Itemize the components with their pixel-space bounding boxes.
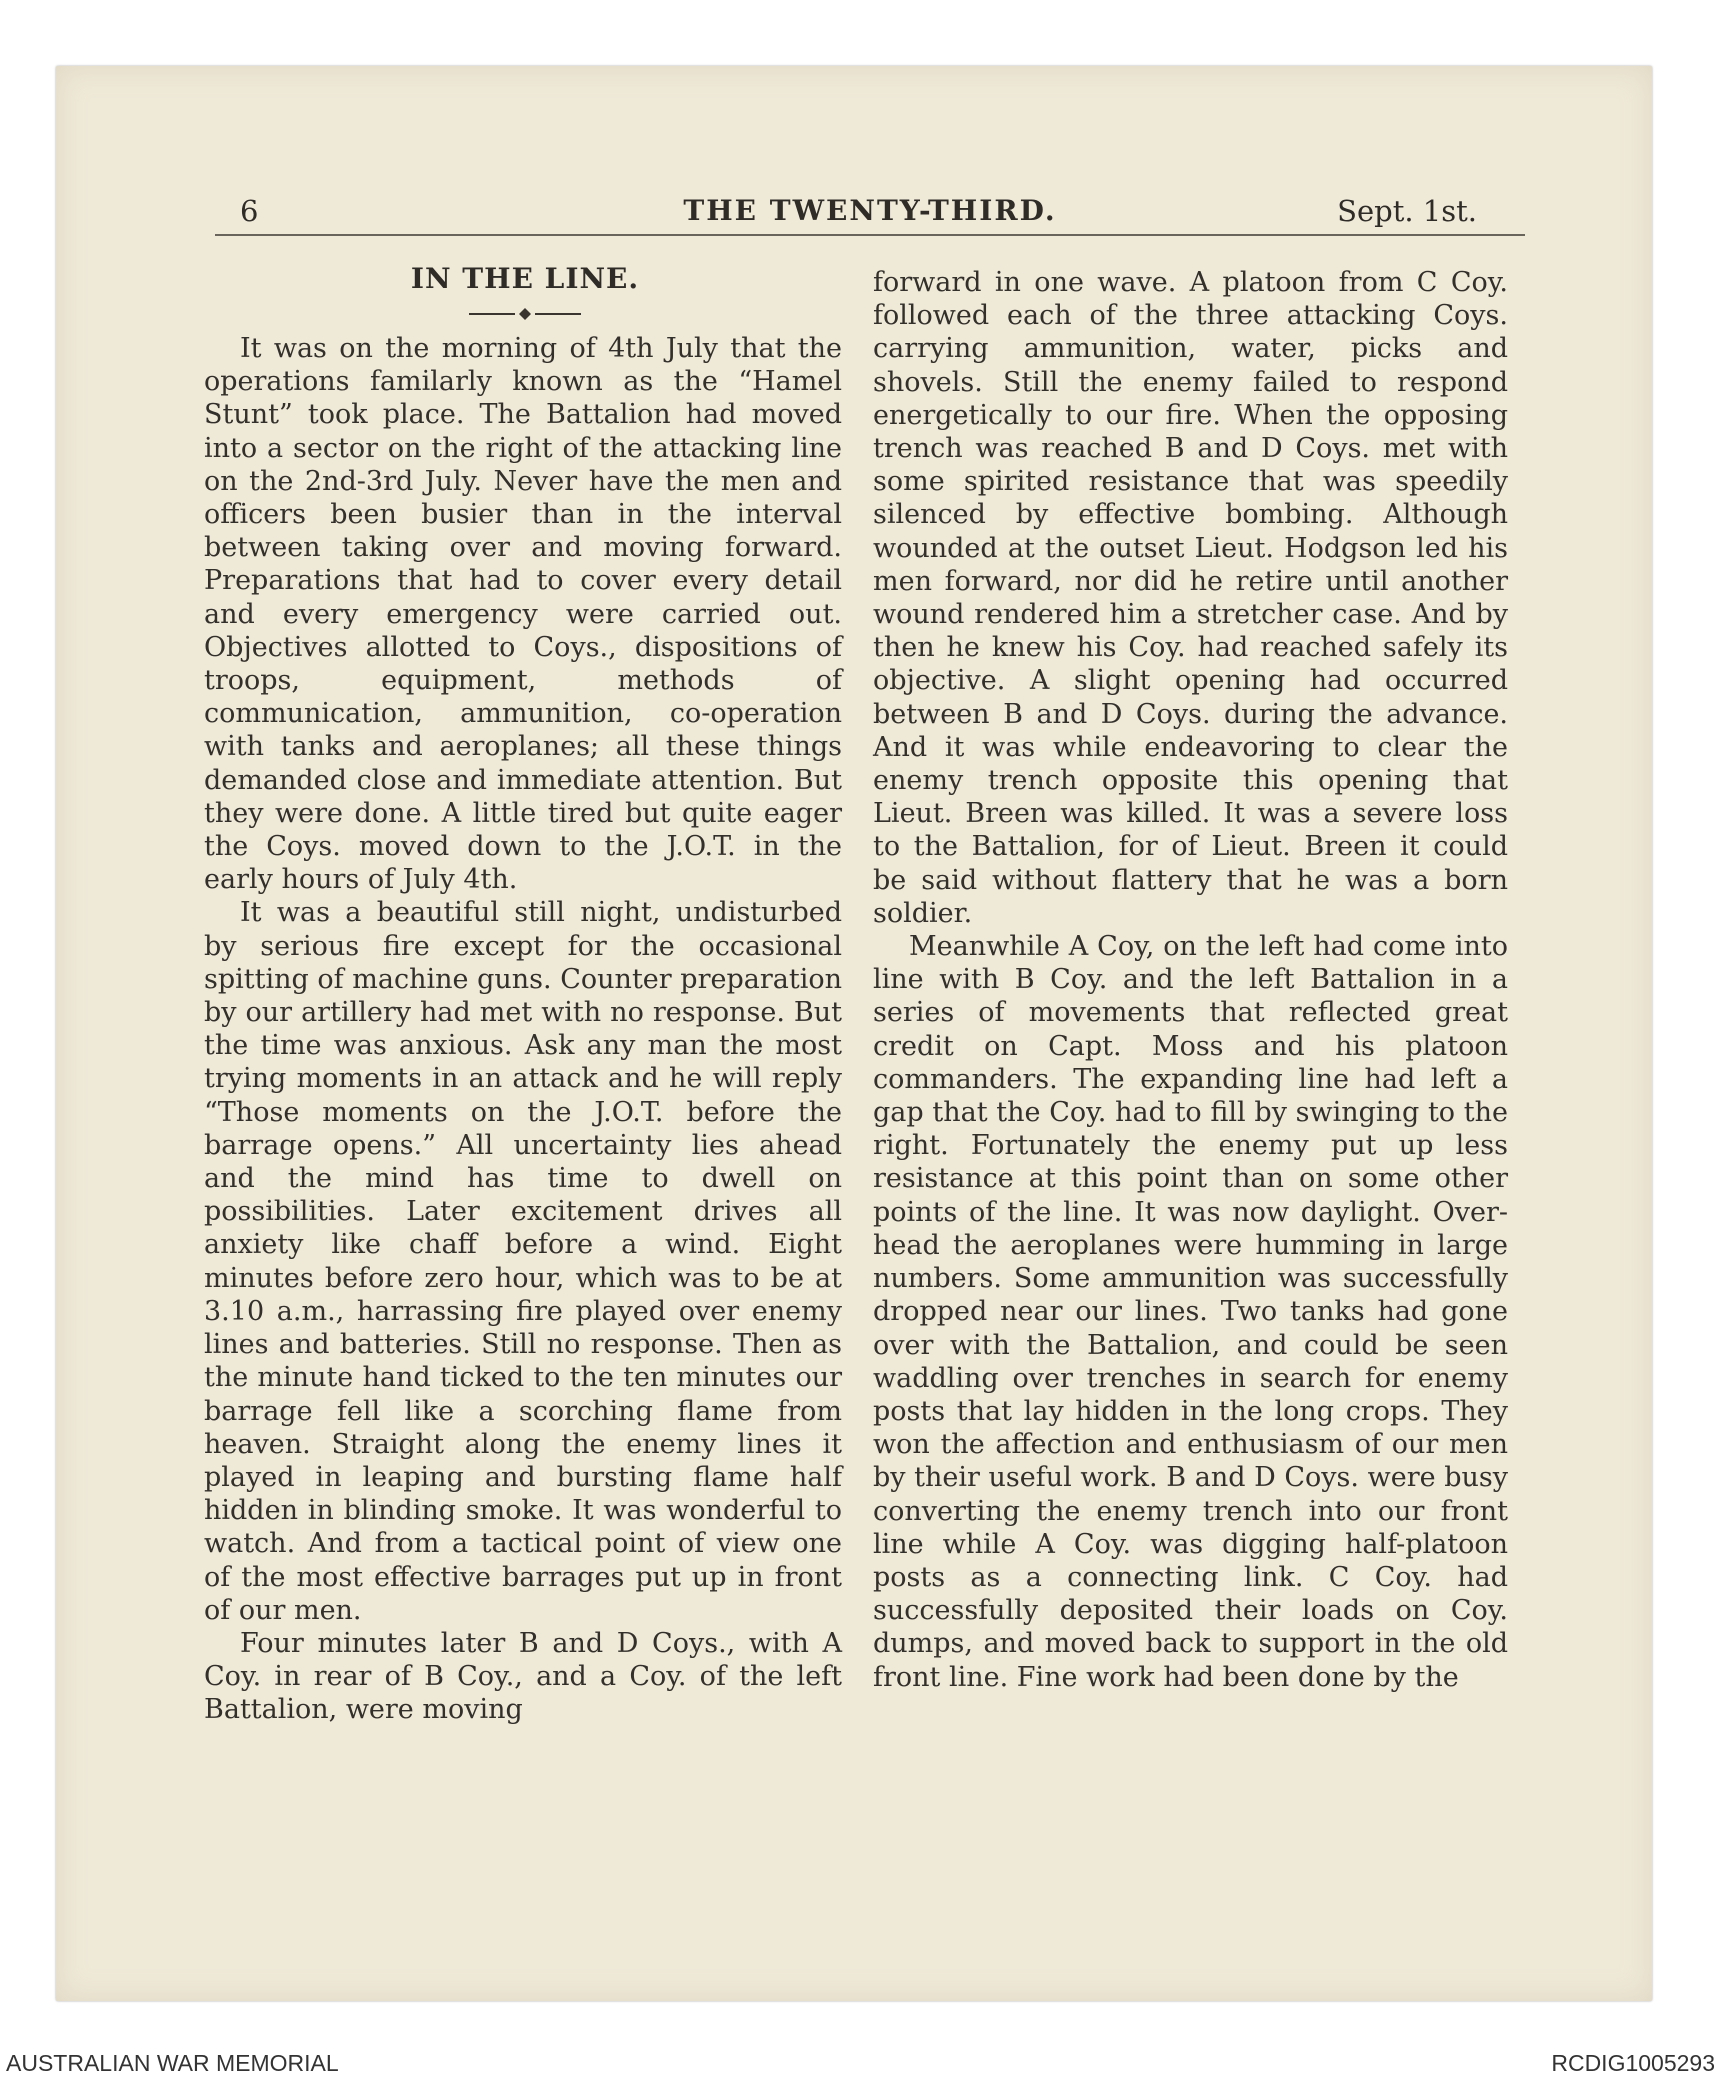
article-title: IN THE LINE. bbox=[410, 262, 640, 295]
article-paragraph: Meanwhile A Coy, on the left had come into line with B Coy. and the left Battalion in a series of movements that reflected great credit on Capt. Moss and his platoon commanders. The expanding line had left a gap that the Coy. had to fill by swinging to the right. Fortunately the enemy put up less resistance at this point than on some other points of the line. It was now daylight. Overhead the aeroplanes were humming in large numbers. Some ammunition was successfully dropped near our lines. Two tanks had gone over with the Battalion, and could be seen waddling over trenches in search for enemy posts that lay hidden in the long crops. They won the affection and enthusiasm of our men by their useful work. B and D Coys. were busy converting the enemy trench into our front line while A Coy. was digging half-platoon posts as a connecting link. C Coy. had successfully deposited their loads on Coy. dumps, and moved back to support in the old front line. Fine work had been done by the bbox=[873, 931, 1508, 1693]
article-paragraph: Four minutes later B and D Coys., with A Coy. in rear of B Coy., and a Coy. of the left Battalion, were moving bbox=[204, 1627, 842, 1726]
article-paragraph: forward in one wave. A platoon from C Coy. followed each of the three attacking Coys. carrying ammunition, water, picks and shovels. Still the enemy failed to respond energetically to our fire. When the opposing trench was reached B and D Coys. met with some spirited resistance that was speedily silenced by effective bombing. Although wounded at the outset Lieut. Hodgson led his men forward, nor did he retire until another wound rendered him a stretcher case. And by then he knew his Coy. had reached safely its objective. A slight opening had occurred between B and D Coys. during the advance. And it was while endeavoring to clear the enemy trench opposite this opening that Lieut. Breen was killed. It was a severe loss to the Battalion, for of Lieut. Breen it could be said without flattery that he was a born soldier. bbox=[873, 267, 1508, 929]
page-header bbox=[215, 190, 1525, 236]
archive-credit: AUSTRALIAN WAR MEMORIAL bbox=[6, 2050, 339, 2076]
page-number: 6 bbox=[240, 194, 259, 228]
article-paragraph: It was a beautiful still night, undisturbed by serious fire except for the occasional spitting of machine guns. Counter preparation by our artillery had met with no response. But the time was anxious. Ask any man the most trying moments in an attack and he will reply “Those moments on the J.O.T. before the barrage opens.” All uncertainty lies ahead and the mind has time to dwell on possibilities. Later excitement drives all anxiety like chaff before a wind. Eight minutes before zero hour, which was to be at 3.10 a.m., harrassing fire played over enemy lines and batteries. Still no response. Then as the minute hand ticked to the ten minutes our barrage fell like a scorching flame from heaven. Straight along the enemy lines it played in leaping and bursting flame half hidden in blinding smoke. It was wonderful to watch. And from a tactical point of view one of the most effective barrages put up in front of our men. bbox=[204, 897, 842, 1626]
article-paragraph: It was on the morning of 4th July that the operations familarly known as the “Hamel Stunt” took place. The Battalion had moved into a sector on the right of the attacking line on the 2nd-3rd July. Never have the men and officers been busier than in the interval between taking over and moving forward. Preparations that had to cover every detail and every emergency were carried out. Objectives allotted to Coys., dispositions of troops, equipment, methods of communication, ammunition, co-operation with tanks and aeroplanes; all these things demanded close and immediate attention. But they were done. A little tired but quite eager the Coys. moved down to the J.O.T. in the early hours of July 4th. bbox=[204, 333, 842, 896]
archive-reference: RCDIG1005293 bbox=[1551, 2050, 1715, 2076]
issue-date: Sept. 1st. bbox=[1337, 194, 1477, 228]
journal-title: THE TWENTY-THIRD. bbox=[683, 194, 1057, 227]
article-column-right bbox=[873, 266, 1508, 1694]
article-column-left bbox=[204, 260, 842, 1727]
